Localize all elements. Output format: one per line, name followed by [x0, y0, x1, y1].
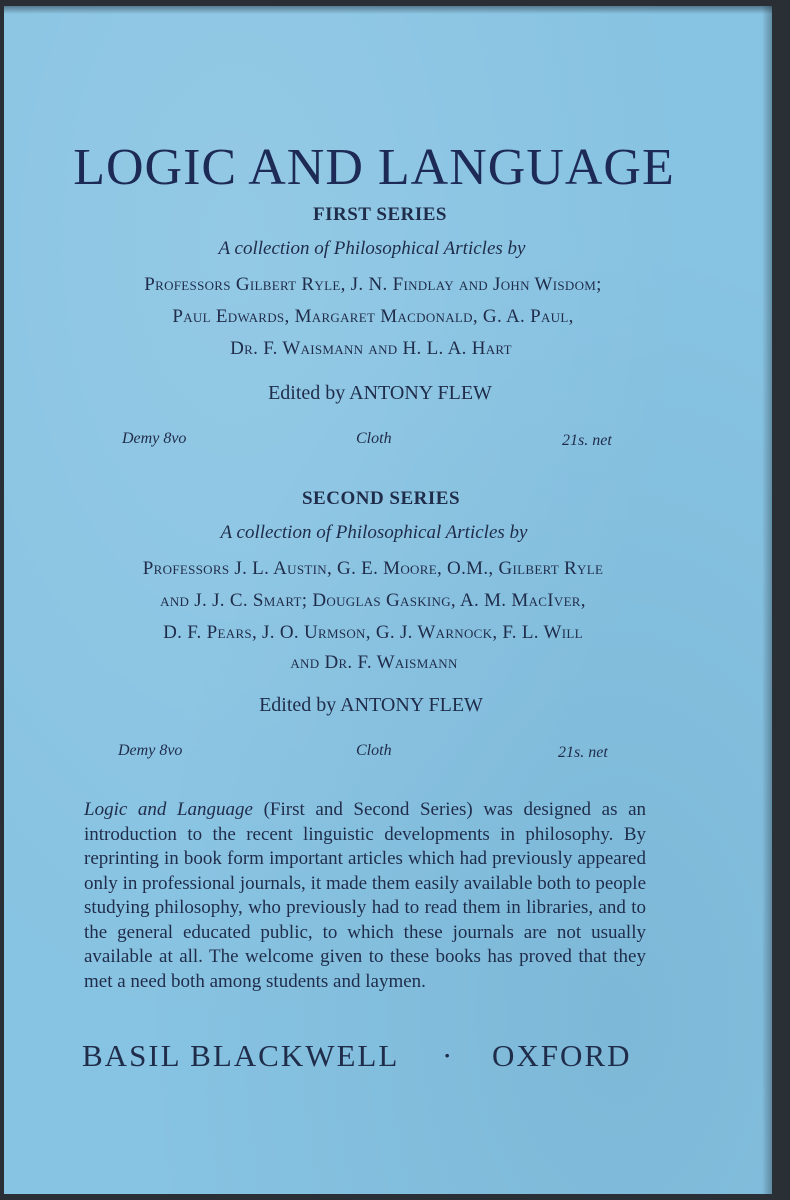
first-series-heading: FIRST SERIES — [313, 204, 447, 225]
first-series-names-line-3: Dr. F. Waismann and H. L. A. Hart — [230, 338, 512, 359]
second-series-collection: A collection of Philosophical Articles by — [220, 522, 528, 543]
second-series-format: Demy 8vo — [118, 742, 183, 759]
description-text: (First and Second Series) was designed as an introduction to the recent linguistic developments in philosophy. By reprinting in book form important articles which had previously appeared only in professional journals, it made them easily available both to people studying philosophy, who previously had to read them in libraries, and to the general educated public, to which these journals are not usually available at all. The welcome given to these books has proved that they met a need both among students and laymen. — [84, 799, 646, 992]
first-series-binding: Cloth — [356, 430, 392, 447]
book-back-cover — [4, 6, 772, 1194]
second-series-heading: SECOND SERIES — [301, 488, 461, 509]
first-series-editor: Edited by ANTONY FLEW — [268, 382, 492, 404]
second-series-names-line-3: D. F. Pears, J. O. Urmson, G. J. Warnock, F. L. Will — [163, 622, 583, 643]
second-series-binding: Cloth — [356, 742, 392, 759]
second-series-editor: Edited by ANTONY FLEW — [259, 694, 483, 716]
publisher-separator: · — [442, 1038, 455, 1073]
first-series-price: 21s. net — [562, 432, 612, 449]
description-paragraph — [84, 798, 646, 994]
second-series-names-line-2: and J. J. C. Smart; Douglas Gasking, A. M. MacIver, — [160, 590, 586, 611]
first-series-names-line-1: Professors Gilbert Ryle, J. N. Findlay and John Wisdom; — [144, 274, 602, 295]
cover-top-edge — [4, 6, 772, 14]
first-series-names-line-2: Paul Edwards, Margaret Macdonald, G. A. Paul, — [172, 306, 574, 327]
first-series-collection: A collection of Philosophical Articles by — [218, 238, 526, 259]
second-series-names-line-4: and Dr. F. Waismann — [290, 652, 458, 673]
first-series-format: Demy 8vo — [122, 430, 187, 447]
description-book-title: Logic and Language — [84, 799, 253, 820]
second-series-names-line-1: Professors J. L. Austin, G. E. Moore, O.M., Gilbert Ryle — [142, 558, 604, 579]
second-series-price: 21s. net — [558, 744, 608, 761]
cover-right-edge — [762, 6, 772, 1194]
publisher-name: BASIL BLACKWELL — [82, 1038, 400, 1073]
publisher-city: OXFORD — [492, 1038, 632, 1073]
book-title: LOGIC AND LANGUAGE — [73, 139, 675, 196]
